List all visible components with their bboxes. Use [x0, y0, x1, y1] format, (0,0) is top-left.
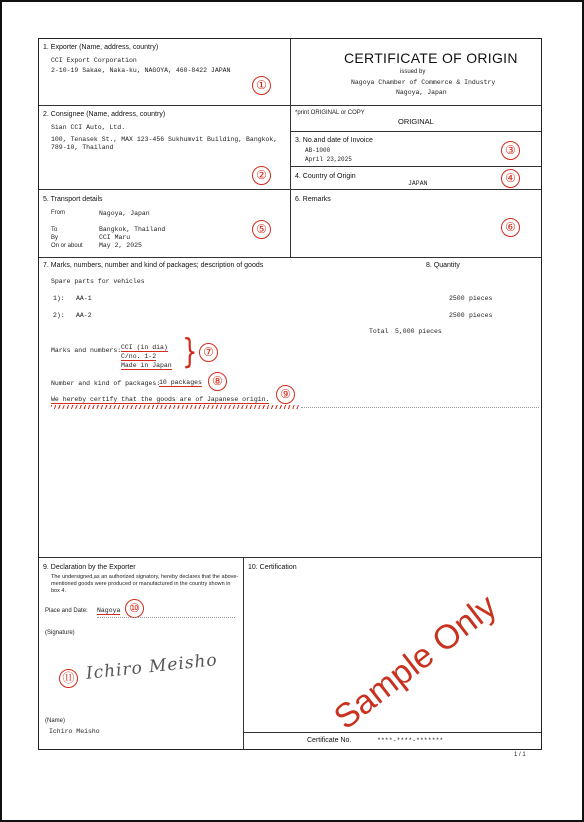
certification-label: 10. Certification: [248, 564, 297, 571]
item-2-unit: pieces: [469, 312, 493, 319]
place-date-line: [97, 617, 235, 618]
consignee-label: 2. Consignee (Name, address, country): [43, 111, 166, 118]
divider-h-invoice: [290, 166, 541, 167]
signature-handwritten: Ichiro Meisho: [85, 650, 219, 684]
goods-description: Spare parts for vehicles: [51, 278, 145, 285]
print-type-value: ORIGINAL: [398, 117, 434, 126]
transport-to-label: To: [51, 227, 58, 233]
divider-h-certno: [243, 732, 541, 733]
certificate-form: [38, 38, 542, 750]
divider-h2: [39, 189, 541, 190]
issuer-name: Nagoya Chamber of Commerce & Industry: [351, 79, 496, 86]
invoice-date: April 23,2025: [305, 156, 352, 163]
divider-vertical-top: [290, 39, 291, 257]
exporter-address: 2-10-19 Sakae, Naka-ku, NAGOYA, 460-8422 JAPAN: [51, 67, 231, 74]
hatch-line-red: [51, 405, 301, 409]
transport-from-label: From: [51, 210, 65, 216]
transport-by-value: CCI Maru: [99, 234, 131, 241]
consignee-address-1: 100, Tenasek St., MAX 123-456 Sukhumvit Building, Bangkok,: [51, 136, 278, 143]
exporter-label: 1. Exporter (Name, address, country): [43, 44, 159, 51]
item-1-no: 1):: [53, 295, 65, 302]
transport-by-label: By: [51, 235, 59, 241]
mark-1: CCI (in dia): [121, 344, 168, 351]
divider-h-print: [290, 131, 541, 132]
total-value: 5,000 pieces: [395, 328, 442, 335]
declaration-text: The undersigned,as an authorized signatory, hereby declares that the above-mentioned goods were produced or manufactured in the country shown in box 4.: [51, 574, 239, 594]
marker-11: ⑪: [59, 669, 78, 688]
goods-label: 7. Marks, numbers, number and kind of packages; description of goods: [43, 262, 264, 269]
dotted-line: [301, 407, 539, 408]
place-date-value: Nagoya: [97, 607, 121, 614]
marker-3: ③: [501, 141, 520, 160]
item-2-qty: 2500: [449, 312, 465, 319]
invoice-label: 3. No.and date of Invoice: [295, 137, 373, 144]
item-1-qty: 2500: [449, 295, 465, 302]
divider-h3: [39, 257, 541, 258]
marker-2: ②: [252, 166, 271, 185]
marker-10: ⑩: [125, 599, 144, 618]
transport-date-label: On or about: [51, 243, 83, 249]
total-label: Total: [369, 328, 389, 335]
page-number: 1 / 1: [514, 752, 526, 758]
remarks-label: 6. Remarks: [295, 196, 331, 203]
marker-1: ①: [252, 76, 271, 95]
country-origin-value: JAPAN: [408, 180, 428, 187]
quantity-label: 8. Quantity: [426, 262, 460, 269]
certificate-no-value: ****-****-*******: [377, 737, 444, 744]
sample-watermark: Sample Only: [327, 587, 504, 737]
packages-label: Number and kind of packages:: [51, 380, 161, 387]
exporter-name: CCI Export Corporation: [51, 57, 137, 64]
signature-label: (Signature): [45, 630, 75, 636]
item-2-code: AA-2: [76, 312, 92, 319]
marks-brace: }: [182, 332, 198, 372]
name-value: Ichiro Meisho: [49, 728, 100, 735]
marker-7: ⑦: [199, 343, 218, 362]
marker-6: ⑥: [501, 218, 520, 237]
transport-label: 5. Transport details: [43, 196, 103, 203]
item-1-code: AA-1: [76, 295, 92, 302]
marker-4: ④: [501, 169, 520, 188]
transport-date-value: May 2, 2025: [99, 242, 142, 249]
transport-from-value: Nagoya, Japan: [99, 210, 150, 217]
item-2-no: 2):: [53, 312, 65, 319]
marker-9: ⑨: [276, 385, 295, 404]
packages-value: 10 packages: [159, 379, 202, 386]
mark-3: Made in Japan: [121, 362, 172, 369]
transport-to-value: Bangkok, Thailand: [99, 226, 166, 233]
certify-statement: We hereby certify that the goods are of Japanese origin.: [51, 396, 270, 403]
consignee-name: Sian CCI Auto, Ltd.: [51, 124, 126, 131]
divider-vertical-bottom: [243, 557, 244, 749]
document-title: CERTIFICATE OF ORIGIN: [344, 50, 518, 66]
consignee-address-2: 789-10, Thailand: [51, 144, 114, 151]
country-origin-label: 4. Country of Origin: [295, 173, 356, 180]
issued-by: issued by: [400, 69, 426, 75]
declaration-label: 9. Declaration by the Exporter: [43, 564, 136, 571]
marks-label: Marks and numbers:: [51, 347, 122, 354]
item-1-unit: pieces: [469, 295, 493, 302]
divider-h1: [39, 105, 541, 106]
marker-8: ⑧: [208, 372, 227, 391]
mark-2: C/no. 1-2: [121, 353, 157, 360]
certificate-no-label: Certificate No.: [307, 737, 352, 744]
invoice-number: AB-1000: [305, 147, 331, 154]
name-label: (Name): [45, 718, 66, 724]
marker-5: ⑤: [252, 220, 271, 239]
print-type-label: *print ORIGINAL or COPY: [295, 110, 365, 116]
divider-h4: [39, 557, 541, 558]
place-date-label: Place and Date:: [45, 608, 88, 614]
issuer-location: Nagoya, Japan: [396, 89, 447, 96]
